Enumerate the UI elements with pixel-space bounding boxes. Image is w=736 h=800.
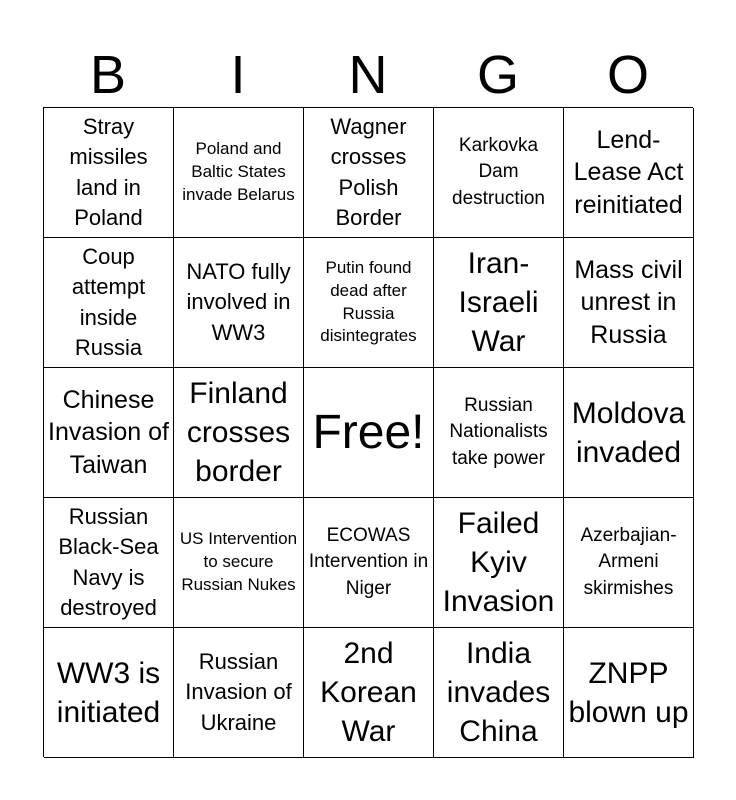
cell-text: Stray missiles land in Poland [69, 113, 148, 230]
cell-text: NATO fully involved in WW3 [186, 258, 291, 345]
cell-text: Mass civil unrest in Russia [574, 255, 683, 349]
header-letter-n: N [348, 45, 388, 105]
bingo-header [43, 42, 693, 108]
bingo-cell-r4-c2[interactable] [304, 628, 434, 758]
bingo-cell-r4-c1[interactable] [174, 628, 304, 758]
bingo-cell-r3-c4[interactable] [564, 498, 694, 628]
cell-text: 2nd Korean War [320, 637, 417, 748]
cell-text: US Intervention to secure Russian Nukes [179, 529, 298, 594]
cell-text: WW3 is initiated [56, 656, 161, 729]
cell-text: Wagner crosses Polish Border [330, 113, 407, 230]
header-letter-o: O [606, 45, 649, 105]
bingo-cell-r3-c3[interactable] [434, 498, 564, 628]
bingo-cell-r0-c0[interactable] [44, 108, 174, 238]
bingo-cell-r4-c4[interactable] [564, 628, 694, 758]
cell-text: Russian Black-Sea Navy is destroyed [58, 503, 159, 620]
cell-text: India invades China [446, 637, 551, 748]
header-letter-i: I [230, 45, 246, 105]
header-letter-g: G [476, 45, 519, 105]
bingo-cell-r1-c4[interactable] [564, 238, 694, 368]
cell-text: Coup attempt inside Russia [71, 243, 146, 360]
bingo-cell-r0-c4[interactable] [564, 108, 694, 238]
cell-text: Russian Invasion of Ukraine [185, 648, 292, 735]
bingo-cell-r4-c0[interactable] [44, 628, 174, 758]
cell-text: ZNPP blown up [568, 656, 689, 729]
bingo-cell-r0-c1[interactable] [174, 108, 304, 238]
bingo-cell-r0-c3[interactable] [434, 108, 564, 238]
cell-text: Chinese Invasion of Taiwan [48, 385, 169, 479]
cell-text: Iran-Israeli War [458, 247, 539, 358]
bingo-board [43, 107, 693, 757]
cell-text: Karkovka Dam destruction [452, 135, 545, 209]
bingo-cell-r3-c0[interactable] [44, 498, 174, 628]
bingo-cell-r2-c0[interactable] [44, 368, 174, 498]
cell-text: Lend-Lease Act reinitiated [573, 125, 684, 219]
bingo-cell-r0-c2[interactable] [304, 108, 434, 238]
bingo-cell-r1-c1[interactable] [174, 238, 304, 368]
cell-text: Azerbajian-Armeni skirmishes [580, 525, 677, 599]
bingo-cell-r3-c2[interactable] [304, 498, 434, 628]
bingo-cell-r2-c1[interactable] [174, 368, 304, 498]
cell-text: Finland crosses border [186, 377, 291, 488]
cell-text: Failed Kyiv Invasion [442, 507, 555, 618]
cell-text: ECOWAS Intervention in Niger [308, 525, 429, 599]
bingo-cell-r2-c3[interactable] [434, 368, 564, 498]
bingo-cell-r1-c2[interactable] [304, 238, 434, 368]
bingo-cell-r1-c0[interactable] [44, 238, 174, 368]
cell-text: Russian Nationalists take power [449, 395, 548, 469]
free-space-text: Free! [312, 405, 425, 459]
cell-text: Putin found dead after Russia disintegrates [320, 257, 417, 346]
bingo-cell-r1-c3[interactable] [434, 238, 564, 368]
bingo-cell-r2-c4[interactable] [564, 368, 694, 498]
free-space-cell[interactable] [304, 368, 434, 498]
cell-text: Moldova invaded [571, 396, 686, 469]
header-letter-b: B [89, 45, 127, 105]
bingo-cell-r3-c1[interactable] [174, 498, 304, 628]
bingo-cell-r4-c3[interactable] [434, 628, 564, 758]
cell-text: Poland and Baltic States invade Belarus [182, 139, 295, 204]
